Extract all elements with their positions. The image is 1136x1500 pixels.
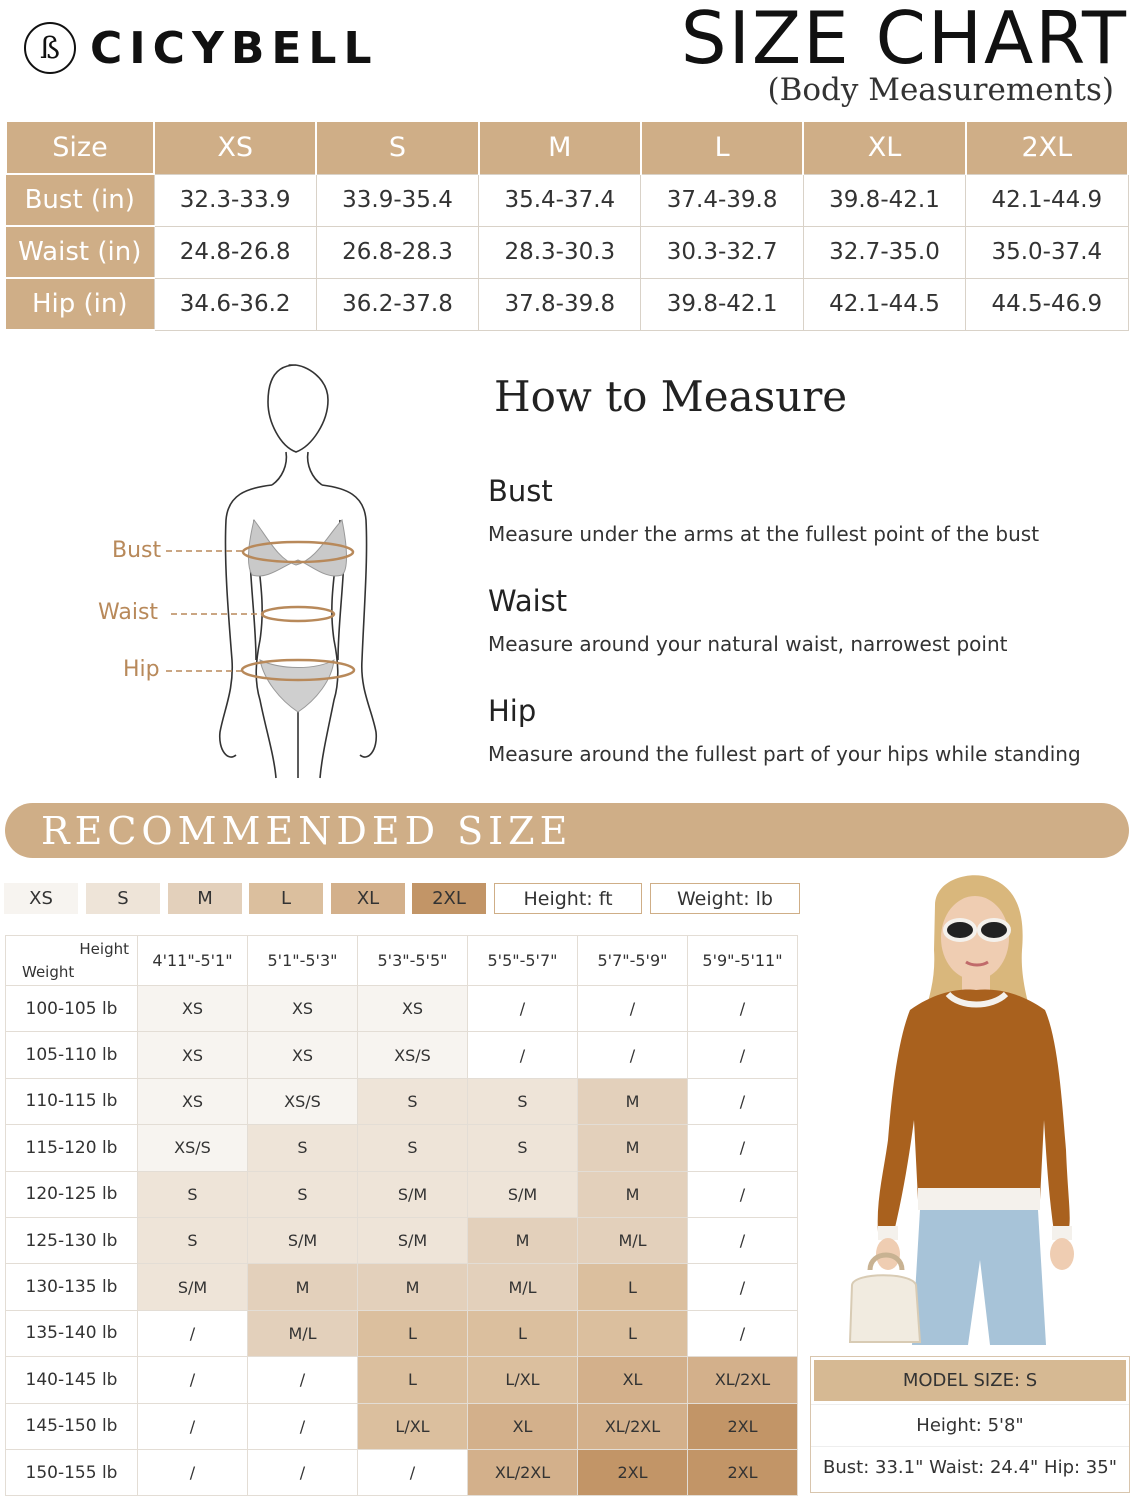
table-row (6, 1357, 798, 1403)
size-cell: XS/S (248, 1078, 358, 1124)
table-row (6, 1403, 798, 1449)
corner-weight-label: Weight (22, 963, 75, 981)
size-cell: 2XL (578, 1449, 688, 1495)
size-cell: L (578, 1264, 688, 1310)
table-row (6, 1217, 798, 1263)
size-cell: S/M (358, 1171, 468, 1217)
measurement-cell: 26.8-28.3 (316, 226, 478, 278)
legend-swatch-m: M (168, 883, 242, 914)
body-figure-illustration (96, 360, 426, 785)
weight-row-label: 145-150 lb (6, 1403, 138, 1449)
height-column-header: 5'7"-5'9" (578, 936, 688, 986)
size-cell: L (578, 1310, 688, 1356)
size-cell: / (248, 1449, 358, 1495)
size-cell: / (688, 1171, 798, 1217)
size-cell: / (468, 986, 578, 1032)
size-header-2xl: 2XL (966, 122, 1128, 174)
measurement-row-label: Bust (in) (6, 174, 154, 226)
size-cell: / (578, 1032, 688, 1078)
size-cell: / (578, 986, 688, 1032)
model-measurements: Bust: 33.1" Waist: 24.4" Hip: 35" (811, 1446, 1129, 1488)
size-cell: 2XL (688, 1449, 798, 1495)
height-column-header: 5'9"-5'11" (688, 936, 798, 986)
size-header-s: S (316, 122, 478, 174)
size-cell: / (688, 986, 798, 1032)
measurement-row (6, 174, 1128, 226)
measurement-cell: 42.1-44.9 (966, 174, 1128, 226)
figure-label-waist: Waist (98, 600, 159, 625)
weight-row-label: 120-125 lb (6, 1171, 138, 1217)
measurement-cell: 30.3-32.7 (641, 226, 803, 278)
table-row (6, 1171, 798, 1217)
size-cell: S (248, 1125, 358, 1171)
measurement-cell: 33.9-35.4 (316, 174, 478, 226)
how-to-desc: Measure around your natural waist, narrowest point (488, 632, 1008, 656)
size-cell: M (468, 1217, 578, 1263)
size-cell: XS (248, 986, 358, 1032)
figure-label-hip: Hip (123, 657, 160, 682)
measurement-row-label: Hip (in) (6, 278, 154, 330)
size-cell: L/XL (358, 1403, 468, 1449)
weight-height-corner (6, 936, 138, 986)
size-cell: / (688, 1264, 798, 1310)
size-cell: S (358, 1125, 468, 1171)
size-cell: L (358, 1357, 468, 1403)
measurement-cell: 37.8-39.8 (479, 278, 641, 330)
size-cell: M/L (578, 1217, 688, 1263)
weight-row-label: 150-155 lb (6, 1449, 138, 1495)
weight-row-label: 110-115 lb (6, 1078, 138, 1124)
model-height: Height: 5'8" (811, 1404, 1129, 1446)
size-cell: S (138, 1217, 248, 1263)
model-illustration-icon (840, 870, 1120, 1345)
measurement-cell: 36.2-37.8 (316, 278, 478, 330)
recommended-header-row (6, 936, 798, 986)
recommended-size-title: RECOMMENDED SIZE (41, 809, 573, 853)
size-cell: M/L (248, 1310, 358, 1356)
how-to-name: Hip (488, 694, 537, 728)
size-cell: XL (578, 1357, 688, 1403)
size-cell: 2XL (688, 1403, 798, 1449)
model-photo (840, 870, 1120, 1345)
size-cell: / (138, 1403, 248, 1449)
size-cell: XS/S (358, 1032, 468, 1078)
weight-row-label: 105-110 lb (6, 1032, 138, 1078)
size-cell: / (138, 1310, 248, 1356)
how-to-desc: Measure under the arms at the fullest point of the bust (488, 522, 1040, 546)
measurement-cell: 34.6-36.2 (154, 278, 316, 330)
page-title: SIZE CHART (680, 0, 1128, 80)
table-row (6, 1264, 798, 1310)
how-to-name: Bust (488, 474, 553, 508)
size-cell: XL/2XL (578, 1403, 688, 1449)
size-cell: M/L (468, 1264, 578, 1310)
measurement-cell: 39.8-42.1 (803, 174, 965, 226)
measurement-cell: 32.7-35.0 (803, 226, 965, 278)
size-cell: S (468, 1125, 578, 1171)
height-column-header: 5'5"-5'7" (468, 936, 578, 986)
weight-unit-label: Weight: lb (650, 883, 800, 914)
how-to-desc: Measure around the fullest part of your hips while standing (488, 742, 1081, 766)
size-cell: S (248, 1171, 358, 1217)
weight-row-label: 125-130 lb (6, 1217, 138, 1263)
size-cell: / (248, 1357, 358, 1403)
measurement-cell: 42.1-44.5 (803, 278, 965, 330)
height-column-header: 4'11"-5'1" (138, 936, 248, 986)
size-cell: M (578, 1125, 688, 1171)
logo-mark-icon: ß (24, 22, 76, 74)
size-cell: XL (468, 1403, 578, 1449)
size-corner-label: Size (6, 122, 154, 174)
size-cell: S (138, 1171, 248, 1217)
size-header-m: M (479, 122, 641, 174)
measurement-cell: 35.4-37.4 (479, 174, 641, 226)
brand-name: CICYBELL (90, 22, 379, 74)
legend-swatch-s: S (86, 883, 160, 914)
size-cell: L/XL (468, 1357, 578, 1403)
size-cell: M (578, 1171, 688, 1217)
size-cell: / (138, 1449, 248, 1495)
size-cell: S/M (138, 1264, 248, 1310)
measurement-row-label: Waist (in) (6, 226, 154, 278)
size-cell: S (468, 1078, 578, 1124)
size-cell: M (358, 1264, 468, 1310)
measurement-header-row (6, 122, 1128, 174)
size-cell: S (358, 1078, 468, 1124)
size-cell: XS/S (138, 1125, 248, 1171)
how-to-item-bust (488, 474, 1039, 546)
weight-row-label: 130-135 lb (6, 1264, 138, 1310)
body-outline-icon (96, 360, 426, 785)
size-cell: L (468, 1310, 578, 1356)
page-subtitle: (Body Measurements) (767, 72, 1114, 108)
size-cell: S/M (468, 1171, 578, 1217)
measurement-cell: 32.3-33.9 (154, 174, 316, 226)
legend-swatch-l: L (249, 883, 323, 914)
weight-row-label: 140-145 lb (6, 1357, 138, 1403)
legend-swatch-2xl: 2XL (412, 883, 486, 914)
size-cell: XS (358, 986, 468, 1032)
weight-row-label: 115-120 lb (6, 1125, 138, 1171)
size-cell: XL/2XL (688, 1357, 798, 1403)
table-row (6, 1032, 798, 1078)
size-cell: XS (138, 1078, 248, 1124)
measurement-cell: 39.8-42.1 (641, 278, 803, 330)
measurement-cell: 37.4-39.8 (641, 174, 803, 226)
size-cell: XS (248, 1032, 358, 1078)
how-to-item-hip (488, 694, 1081, 766)
how-to-measure-title: How to Measure (494, 372, 848, 421)
measurement-table (5, 122, 1129, 331)
corner-height-label: Height (79, 940, 129, 958)
measurement-cell: 44.5-46.9 (966, 278, 1128, 330)
size-cell: S/M (358, 1217, 468, 1263)
measurement-cell: 28.3-30.3 (479, 226, 641, 278)
size-cell: XS (138, 1032, 248, 1078)
how-to-name: Waist (488, 584, 568, 618)
size-cell: / (688, 1217, 798, 1263)
how-to-item-waist (488, 584, 1007, 656)
table-row (6, 1125, 798, 1171)
size-cell: XS (138, 986, 248, 1032)
table-row (6, 1310, 798, 1356)
weight-row-label: 100-105 lb (6, 986, 138, 1032)
measurement-row (6, 226, 1128, 278)
size-header-l: L (641, 122, 803, 174)
measurement-cell: 35.0-37.4 (966, 226, 1128, 278)
size-cell: M (248, 1264, 358, 1310)
height-unit-label: Height: ft (494, 883, 642, 914)
size-cell: M (578, 1078, 688, 1124)
table-row (6, 1449, 798, 1495)
size-cell: / (468, 1032, 578, 1078)
model-size-title: MODEL SIZE: S (814, 1360, 1126, 1401)
height-column-header: 5'1"-5'3" (248, 936, 358, 986)
figure-label-bust: Bust (112, 538, 162, 563)
table-row (6, 1078, 798, 1124)
legend-swatch-xl: XL (331, 883, 405, 914)
size-cell: / (138, 1357, 248, 1403)
recommended-size-table (5, 935, 798, 1496)
recommended-size-banner (5, 803, 1129, 858)
size-cell: L (358, 1310, 468, 1356)
measurement-cell: 24.8-26.8 (154, 226, 316, 278)
legend-swatch-xs: XS (4, 883, 78, 914)
size-cell: XL/2XL (468, 1449, 578, 1495)
size-header-xl: XL (803, 122, 965, 174)
height-column-header: 5'3"-5'5" (358, 936, 468, 986)
size-cell: / (358, 1449, 468, 1495)
measurement-row (6, 278, 1128, 330)
size-cell: / (248, 1403, 358, 1449)
weight-row-label: 135-140 lb (6, 1310, 138, 1356)
table-row (6, 986, 798, 1032)
size-cell: S/M (248, 1217, 358, 1263)
size-cell: / (688, 1032, 798, 1078)
size-header-xs: XS (154, 122, 316, 174)
size-cell: / (688, 1125, 798, 1171)
model-size-box (810, 1356, 1130, 1493)
size-cell: / (688, 1310, 798, 1356)
size-cell: / (688, 1078, 798, 1124)
brand-logo (24, 22, 378, 74)
